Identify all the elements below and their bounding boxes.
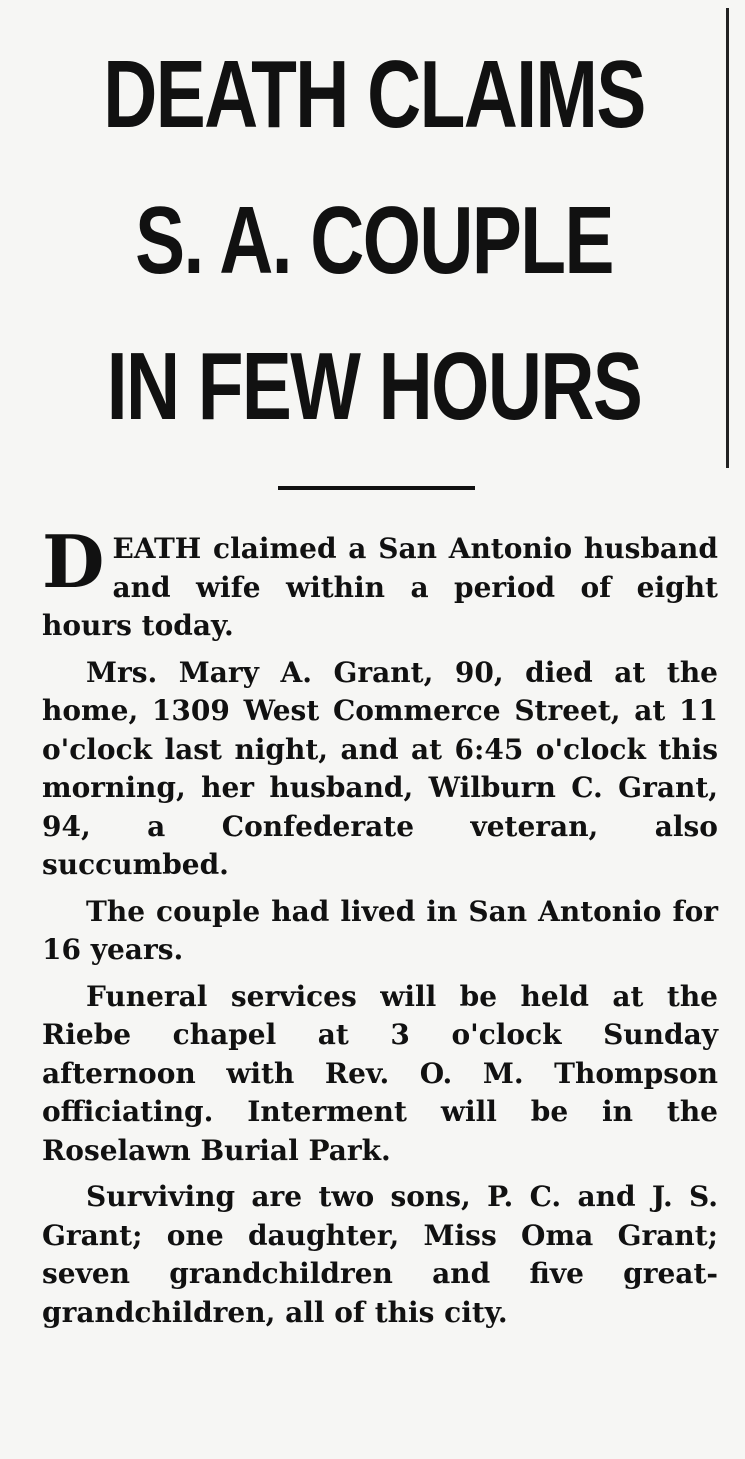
headline-divider bbox=[278, 486, 475, 490]
article-body bbox=[42, 519, 718, 1340]
column-rule bbox=[726, 8, 729, 468]
article-paragraph-2: Mrs. Mary A. Grant, 90, died at the home, 1309 West Commerce Street, at 11 o'clock last night, and at 6:45 o'clock this morning, her husband, Wilburn C. Grant, 94, a Confederate veteran, also succumbed. bbox=[42, 655, 718, 881]
drop-cap: D bbox=[42, 519, 105, 604]
article-paragraph-1 bbox=[42, 519, 718, 646]
headline-line-3: IN FEW HOURS bbox=[106, 333, 642, 440]
article-paragraph-5: Surviving are two sons, P. C. and J. S. Grant; one daughter, Miss Oma Grant; seven grandchildren and five great-grandchildren, all of this city. bbox=[42, 1180, 718, 1329]
headline-line-1: DEATH CLAIMS bbox=[103, 41, 645, 148]
paragraph-1-text: claimed a San Antonio husband and wife within a period of eight hours today. bbox=[42, 532, 718, 642]
article-paragraph-4: Funeral services will be held at the Riebe chapel at 3 o'clock Sunday afternoon with Rev. O. M. Thompson officiating. Interment will be in the Roselawn Burial Park. bbox=[42, 979, 718, 1167]
headline-line-2: S. A. COUPLE bbox=[135, 187, 613, 294]
lead-word: EATH bbox=[112, 532, 202, 565]
headline bbox=[24, 22, 724, 460]
article-paragraph-3: The couple had lived in San Antonio for 16 years. bbox=[42, 894, 718, 966]
